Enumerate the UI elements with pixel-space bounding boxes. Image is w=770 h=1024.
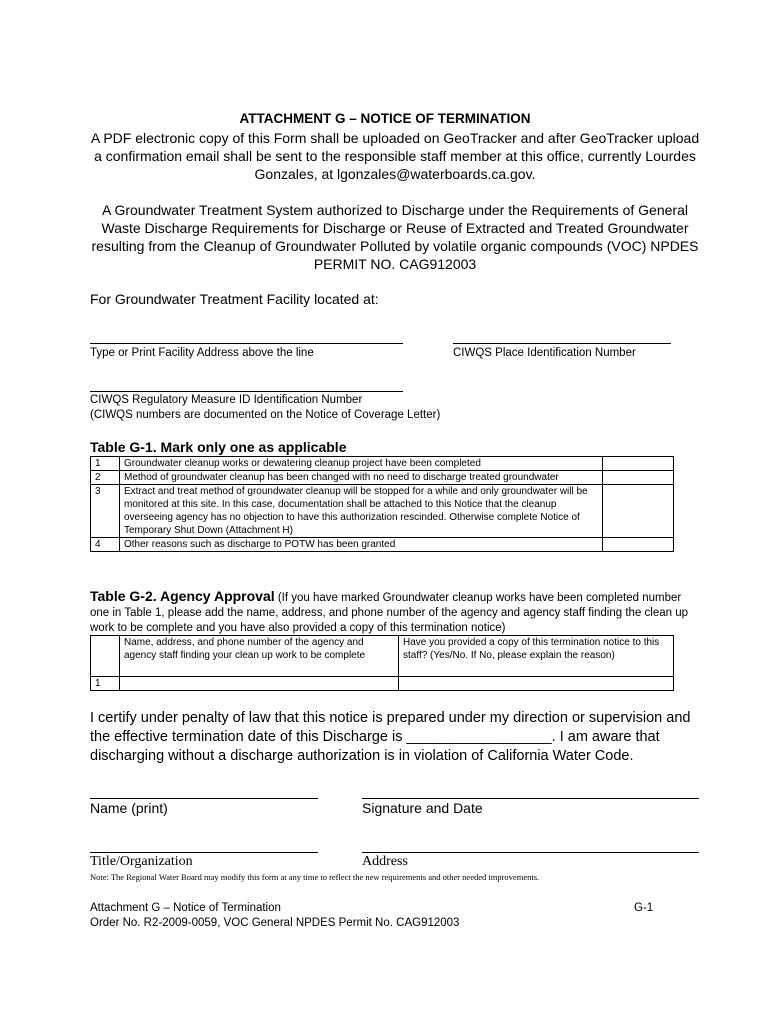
copy-provided-cell[interactable] xyxy=(399,677,674,691)
column-header-copy: Have you provided a copy of this termination notice to this staff? (Yes/No. If No, please explain the reason) xyxy=(399,636,674,677)
table-g1 xyxy=(90,456,674,552)
intro-paragraph: A PDF electronic copy of this Form shall be uploaded on GeoTracker and after GeoTracker upload a confirmation email shall be sent to the responsible staff member at this office, currently Lourdes Gonzales, at lgonzales@waterboards.ca.gov. xyxy=(90,130,700,182)
row-text: Extract and treat method of groundwater cleanup will be stopped for a while and only groundwater will be monitored at this site. In this case, documentation shall be attached to this Notice that the cleanup overseeing agency has no objection to have this authorization rescinded. Otherwise complete Notice of Temporary Shut Down (Attachment H) xyxy=(120,485,603,538)
table-row xyxy=(91,471,674,485)
table-g1-caption: Table G-1. Mark only one as applicable xyxy=(90,439,347,455)
mark-cell[interactable] xyxy=(603,538,674,552)
modification-note: Note: The Regional Water Board may modify this form at any time to reflect the new requirements and other needed improvements. xyxy=(90,872,540,882)
certification-statement: I certify under penalty of law that this notice is prepared under my direction or supervision and the effective termination date of this Discharge is __________________. I am aware that discharging without a discharge authorization is in violation of California Water Code. xyxy=(90,710,691,764)
table-row xyxy=(91,457,674,471)
mark-cell[interactable] xyxy=(603,485,674,538)
regulatory-id-line[interactable] xyxy=(90,391,403,392)
agency-info-cell[interactable] xyxy=(120,677,399,691)
title-line[interactable] xyxy=(90,852,318,853)
facility-heading: For Groundwater Treatment Facility located at: xyxy=(90,291,379,307)
mark-cell[interactable] xyxy=(603,457,674,471)
table-g2-caption xyxy=(90,589,700,636)
row-number: 2 xyxy=(91,471,120,485)
header-blank-cell xyxy=(91,636,120,677)
regulatory-id-label: CIWQS Regulatory Measure ID Identification Number xyxy=(90,394,363,406)
table-g2-caption-text: (If you have marked Groundwater cleanup works have been completed number one in Table 1, please add the name, address, and phone number of the agency and agency staff finding the clean up work to be complete and you have also provided a copy of this termination notice) xyxy=(90,592,689,634)
address-line[interactable] xyxy=(362,852,699,853)
facility-address-line[interactable] xyxy=(90,343,403,344)
table-g2-caption-title: Table G-2. Agency Approval xyxy=(90,588,275,604)
ciwqs-place-line[interactable] xyxy=(453,343,671,344)
regulatory-id-note: (CIWQS numbers are documented on the Notice of Coverage Letter) xyxy=(90,409,441,421)
permit-description: A Groundwater Treatment System authorized to Discharge under the Requirements of General Waste Discharge Requirements for Discharge or Reuse of Extracted and Treated Groundwater resulting from the Cleanup of Groundwater Polluted by volatile organic compounds (VOC) NPDES PERMIT NO. CAG912003 xyxy=(91,202,699,272)
table-row xyxy=(91,636,674,677)
name-line[interactable] xyxy=(90,798,318,799)
facility-address-label: Type or Print Facility Address above the line xyxy=(90,347,314,359)
table-row xyxy=(91,485,674,538)
page-title: ATTACHMENT G – NOTICE OF TERMINATION xyxy=(239,111,531,126)
address-label: Address xyxy=(362,854,408,869)
mark-cell[interactable] xyxy=(603,471,674,485)
row-text: Other reasons such as discharge to POTW has been granted xyxy=(120,538,603,552)
table-row xyxy=(91,677,674,691)
row-number: 3 xyxy=(91,485,120,538)
footer-title: Attachment G – Notice of Termination xyxy=(90,902,281,914)
row-number: 1 xyxy=(91,457,120,471)
ciwqs-place-label: CIWQS Place Identification Number xyxy=(453,347,636,359)
row-number: 1 xyxy=(91,677,120,691)
table-g2 xyxy=(90,635,674,691)
signature-label: Signature and Date xyxy=(362,800,483,816)
page-number: G-1 xyxy=(634,902,654,914)
row-text: Method of groundwater cleanup has been changed with no need to discharge treated groundwater xyxy=(120,471,603,485)
footer-order: Order No. R2-2009-0059, VOC General NPDES Permit No. CAG912003 xyxy=(90,917,460,929)
signature-line[interactable] xyxy=(362,798,699,799)
title-label: Title/Organization xyxy=(90,854,193,869)
name-label: Name (print) xyxy=(90,800,168,816)
row-text: Groundwater cleanup works or dewatering cleanup project have been completed xyxy=(120,457,603,471)
row-number: 4 xyxy=(91,538,120,552)
column-header-agency: Name, address, and phone number of the agency and agency staff finding your clean up work to be complete xyxy=(120,636,399,677)
table-row xyxy=(91,538,674,552)
